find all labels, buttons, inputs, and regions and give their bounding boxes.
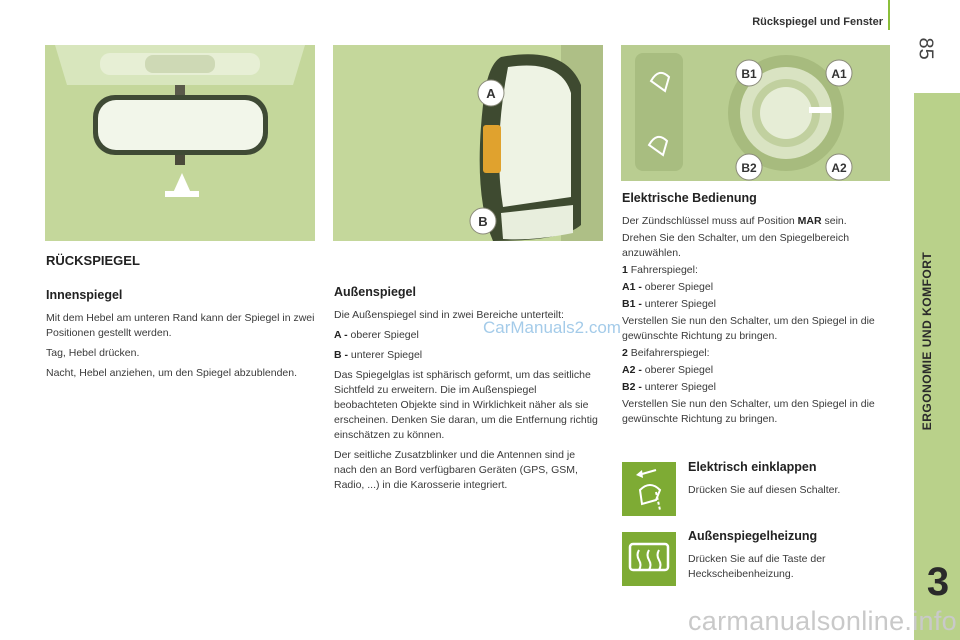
list-item: 1 Fahrerspiegel:: [622, 264, 698, 276]
rear-defrost-icon: [622, 532, 676, 586]
col2-text: [334, 285, 599, 493]
interior-mirror-image: [45, 45, 315, 241]
paragraph: Drücken Sie auf die Taste der Heckscheibenheizung.: [688, 553, 826, 580]
list-item: A - oberer Spiegel: [334, 329, 419, 341]
header-divider: [888, 0, 890, 30]
paragraph: Mit dem Hebel am unteren Rand kann der Spiegel in zwei Positionen gestellt werden.: [46, 312, 315, 339]
col1-text: [46, 253, 316, 381]
section-heading: RÜCKSPIEGEL: [46, 253, 140, 268]
paragraph: Tag, Hebel drücken.: [46, 347, 140, 359]
paragraph: Die Außenspiegel sind in zwei Bereiche unterteilt:: [334, 309, 564, 321]
interior-mirror-illustration: [45, 45, 315, 241]
heat-section: [688, 529, 888, 582]
list-item: A2 - oberer Spiegel: [622, 364, 714, 376]
label-a: A: [486, 86, 496, 101]
exterior-mirror-illustration: [333, 45, 603, 241]
label-b: B: [478, 214, 488, 229]
subheading-heizung: Außenspiegelheizung: [688, 529, 818, 543]
list-item: B2 - unterer Spiegel: [622, 381, 716, 393]
col3-text: [622, 191, 887, 427]
fold-switch-icon: [622, 462, 676, 516]
paragraph: Verstellen Sie nun den Schalter, um den Spiegel in die gewünschte Richtung zu bringen.: [622, 315, 875, 342]
footer-watermark: carmanualsonline.info: [688, 606, 957, 636]
subheading-einklappen: Elektrisch einklappen: [688, 460, 817, 474]
paragraph: Verstellen Sie nun den Schalter, um den Spiegel in die gewünschte Richtung zu bringen.: [622, 398, 875, 425]
subheading-elektrische-bedienung: Elektrische Bedienung: [622, 191, 757, 205]
paragraph: Drehen Sie den Schalter, um den Spiegelbereich anzuwählen.: [622, 232, 850, 259]
list-item: B - unterer Spiegel: [334, 349, 423, 361]
paragraph: Das Spiegelglas ist sphärisch geformt, um das seitliche Sichtfeld zu erweitern. Die im Außenspiegel beobachteten Objekte sind in Wirklichkeit näher als sie erscheinen. Denken Sie daran, um die Entfernung richtig einschätzen zu können.: [334, 369, 598, 441]
chapter-number: 3: [926, 560, 950, 604]
paragraph: Drücken Sie auf diesen Schalter.: [688, 484, 841, 496]
section-title: Rückspiegel und Fenster: [752, 16, 883, 28]
page-number: 85: [914, 37, 937, 60]
watermark: CarManuals2.com: [483, 318, 621, 337]
list-item: 2 Beifahrerspiegel:: [622, 347, 710, 359]
paragraph: Der seitliche Zusatzblinker und die Antennen sind je nach den an Bord verfügbaren Geräten (GPS, GSM, Radio, ...) in die Karosserie integriert.: [334, 449, 578, 491]
chapter-title: ERGONOMIE UND KOMFORT: [920, 251, 934, 431]
paragraph: Der Zündschlüssel muss auf Position MAR sein.: [622, 215, 847, 227]
mirror-switch-illustration: [621, 45, 890, 181]
subheading-innenspiegel: Innenspiegel: [46, 288, 123, 302]
list-item: A1 - oberer Spiegel: [622, 281, 714, 293]
subheading-aussenspiegel: Außenspiegel: [334, 285, 416, 299]
label-b2: B2: [741, 161, 757, 175]
label-b1: B1: [741, 67, 757, 81]
list-item: B1 - unterer Spiegel: [622, 298, 716, 310]
paragraph: Nacht, Hebel anziehen, um den Spiegel abzublenden.: [46, 367, 298, 379]
exterior-mirror-image: [333, 45, 603, 241]
label-a2: A2: [831, 161, 847, 175]
label-a1: A1: [831, 67, 847, 81]
mirror-switch-image: [621, 45, 890, 181]
fold-section: [688, 460, 888, 498]
